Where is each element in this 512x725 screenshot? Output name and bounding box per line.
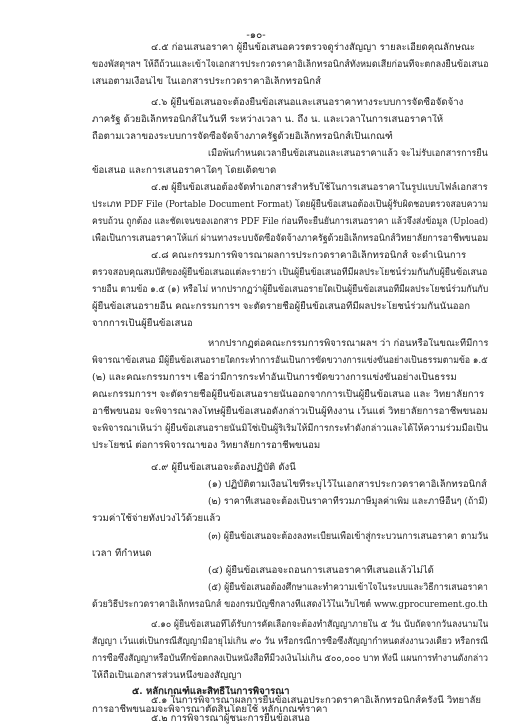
text-line: ถือตามเวลาของระบบการจัดซื้อจัดจ้างภาครัฐด้วยอิเล็กทรอนิกส์เป็นเกณฑ์ xyxy=(92,131,393,142)
text-line: ๔.๘ คณะกรรมการพิจารณาผลการประกวดราคาอิเล็กทรอนิกส์ จะดำเนินการ xyxy=(151,250,467,261)
text-line: ๔.๕ ก่อนเสนอราคา ผู้ยื่นข้อเสนอควรตรวจดูร่างสัญญา รายละเอียดคุณลักษณะ xyxy=(151,42,476,53)
text-line: เมื่อพ้นกำหนดเวลายื่นข้อเสนอและเสนอราคาแล้ว จะไม่รับเอกสารการยื่น xyxy=(208,148,488,159)
text-line: ผู้ยื่นข้อเสนอรายอื่น คณะกรรมการฯ จะตัดรายชื่อผู้ยื่นข้อเสนอที่มีผลประโยชน์ร่วมกันนั้นออก xyxy=(92,301,471,312)
text-line: (๕) ผู้ยื่นข้อเสนอต้องศึกษาและทำความเข้าใจในระบบและวิธีการเสนอราคา xyxy=(208,582,488,593)
text-line: ภาครัฐ ด้วยอิเล็กทรอนิกส์ในวันที่ ระหว่างเวลา น. ถึง น. และเวลาในการเสนอราคาให้ xyxy=(92,114,444,125)
text-line: ด้วยวิธีประกวดราคาอิเล็กทรอนิกส์ ของกรมบัญชีกลางที่แสดงไว้ในเว็บไซต์ www.gprocurement.go.th xyxy=(92,599,488,610)
text-line: ให้ถือเป็นเอกสารส่วนหนึ่งของสัญญา xyxy=(92,670,242,681)
section-heading: ๕. หลักเกณฑ์และสิทธิ์ในการพิจารณา xyxy=(132,686,290,697)
text-line: พิจารณาข้อเสนอ มีผู้ยื่นข้อเสนอรายใดกระทำการอันเป็นการขัดขวางการแข่งขันอย่างเป็นธรรมตามข้อ ๑.๕ xyxy=(92,355,488,366)
text-line: ๔.๖ ผู้ยื่นข้อเสนอจะต้องยื่นข้อเสนอและเสนอราคาทางระบบการจัดซื้อจัดจ้าง xyxy=(151,97,464,108)
text-line: (๔) ผู้ยื่นข้อเสนอจะถอนการเสนอราคาที่เสนอแล้วไม่ได้ xyxy=(208,565,434,576)
text-line: สัญญา เว้นแต่เป็นกรณีสัญญามีอายุไม่เกิน ๙๐ วัน หรือกรณีการซื้อซึ่งสัญญากำหนดส่งงานวงเดียว หรือกรณี xyxy=(92,636,489,647)
text-line: ของพัสดุฯลฯ ให้ถี่ถ้วนและเข้าใจเอกสารประกวดราคาอิเล็กทรอนิกส์ทั้งหมดเสียก่อนที่จะตกลงยื่นข้อเสนอ xyxy=(92,59,489,70)
text-line: (๑) ปฏิบัติตามเงื่อนไขที่ระบุไว้ในเอกสารประกวดราคาอิเล็กทรอนิกส์ xyxy=(208,479,487,490)
text-line: (๒) ราคาที่เสนอจะต้องเป็นราคาที่รวมภาษีมูลค่าเพิ่ม และภาษีอื่นๆ (ถ้ามี) xyxy=(208,496,488,507)
text-line: ตรวจสอบคุณสมบัติของผู้ยื่นข้อเสนอแต่ละรายว่า เป็นผู้ยื่นข้อเสนอที่มีผลประโยชน์ร่วมกันกับผู้ยื่นข้อเสนอ xyxy=(92,267,488,278)
text-line: การอาชีพขนอมจะพิจารณาตัดสินโดยใช้ หลักเกณฑ์ราคา xyxy=(92,704,328,715)
page-number: -๑๐- xyxy=(246,30,266,41)
text-line: ๔.๑๐ ผู้ยื่นข้อเสนอที่ได้รับการคัดเลือกจะต้องทำสัญญาภายใน ๕ วัน นับถัดจากวันลงนามใน xyxy=(151,619,489,630)
text-line: หากปรากฏต่อคณะกรรมการพิจารณาผลฯ ว่า ก่อนหรือในขณะที่มีการ xyxy=(208,338,489,349)
text-line: ข้อเสนอ และการเสนอราคาใดๆ โดยเด็ดขาด xyxy=(92,165,277,176)
text-line: ๔.๗ ผู้ยื่นข้อเสนอต้องจัดทำเอกสารสำหรับใช้ในการเสนอราคาในรูปแบบไฟล์เอกสาร xyxy=(151,182,488,193)
text-line: การซื้อซึ่งสัญญาหรือบันทึกข้อตกลงเป็นหนังสือที่มีวงเงินไม่เกิน ๕๐๐,๐๐๐ บาท ทั้งนี้ แผนการทำงานดังกล่าว xyxy=(92,653,489,664)
text-line: รายอื่น ตามข้อ ๑.๕ (๑) หรือไม่ หากปรากฏว่าผู้ยื่นข้อเสนอรายใดเป็นผู้ยื่นข้อเสนอที่มีผลประโยชน์ร่วมกันกับ xyxy=(92,284,489,295)
text-line: เพื่อเป็นการเสนอราคาให้แก่ ผ่านทางระบบจัดซื้อจัดจ้างภาครัฐด้วยอิเล็กทรอนิกส์วิทยาลัยการอาชีพขนอม xyxy=(92,233,489,244)
text-line: (๒) และคณะกรรมการฯ เชื่อว่ามีการกระทำอันเป็นการขัดขวางการแข่งขันอย่างเป็นธรรม xyxy=(92,372,457,383)
text-line: รวมค่าใช้จ่ายทั้งปวงไว้ด้วยแล้ว xyxy=(92,513,221,524)
text-line: ประโยชน์ ต่อการพิจารณาของ วิทยาลัยการอาชีพขนอม xyxy=(92,440,321,451)
text-line: จากการเป็นผู้ยื่นข้อเสนอ xyxy=(92,318,193,329)
text-line: คณะกรรมการฯ จะตัดรายชื่อผู้ยื่นข้อเสนอรายนั้นออกจากการเป็นผู้ยื่นข้อเสนอ และ วิทยาลัยการ xyxy=(92,389,485,400)
text-line: (๓) ผู้ยื่นข้อเสนอจะต้องลงทะเบียนเพื่อเข้าสู่กระบวนการเสนอราคา ตามวัน xyxy=(208,531,489,542)
text-line: ๕.๒ การพิจารณาผู้ชนะการยื่นข้อเสนอ xyxy=(151,713,310,724)
text-line: ประเภท PDF File (Portable Document Format) โดยผู้ยื่นข้อเสนอต้องเป็นผู้รับผิดชอบตรวจสอบความ xyxy=(92,199,488,210)
text-line: เสนอตามเงื่อนไข ในเอกสารประกวดราคาอิเล็กทรอนิกส์ xyxy=(92,76,321,87)
text-line: จะพิจารณาเห็นว่า ผู้ยื่นข้อเสนอรายนั้นมิใช่เป็นผู้ริเริ่มให้มีการกระทำดังกล่าวและได้ให้ความร่วมมือเป็น xyxy=(92,423,488,434)
text-line: ครบถ้วน ถูกต้อง และชัดเจนของเอกสาร PDF File ก่อนที่จะยืนยันการเสนอราคา แล้วจึงส่งข้อมูล (Upload) xyxy=(92,216,489,227)
text-line: เวลา ที่กำหนด xyxy=(92,548,152,559)
text-line: อาชีพขนอม จะพิจารณาลงโทษผู้ยื่นข้อเสนอดังกล่าวเป็นผู้ทิ้งงาน เว้นแต่ วิทยาลัยการอาชีพขนอม xyxy=(92,406,488,417)
text-line: ๔.๙ ผู้ยื่นข้อเสนอจะต้องปฏิบัติ ดังนี้ xyxy=(151,462,296,473)
text-line: ๕.๑ ในการพิจารณาผลการยื่นข้อเสนอประกวดราคาอิเล็กทรอนิกส์ครั้งนี้ วิทยาลัย xyxy=(151,695,482,706)
